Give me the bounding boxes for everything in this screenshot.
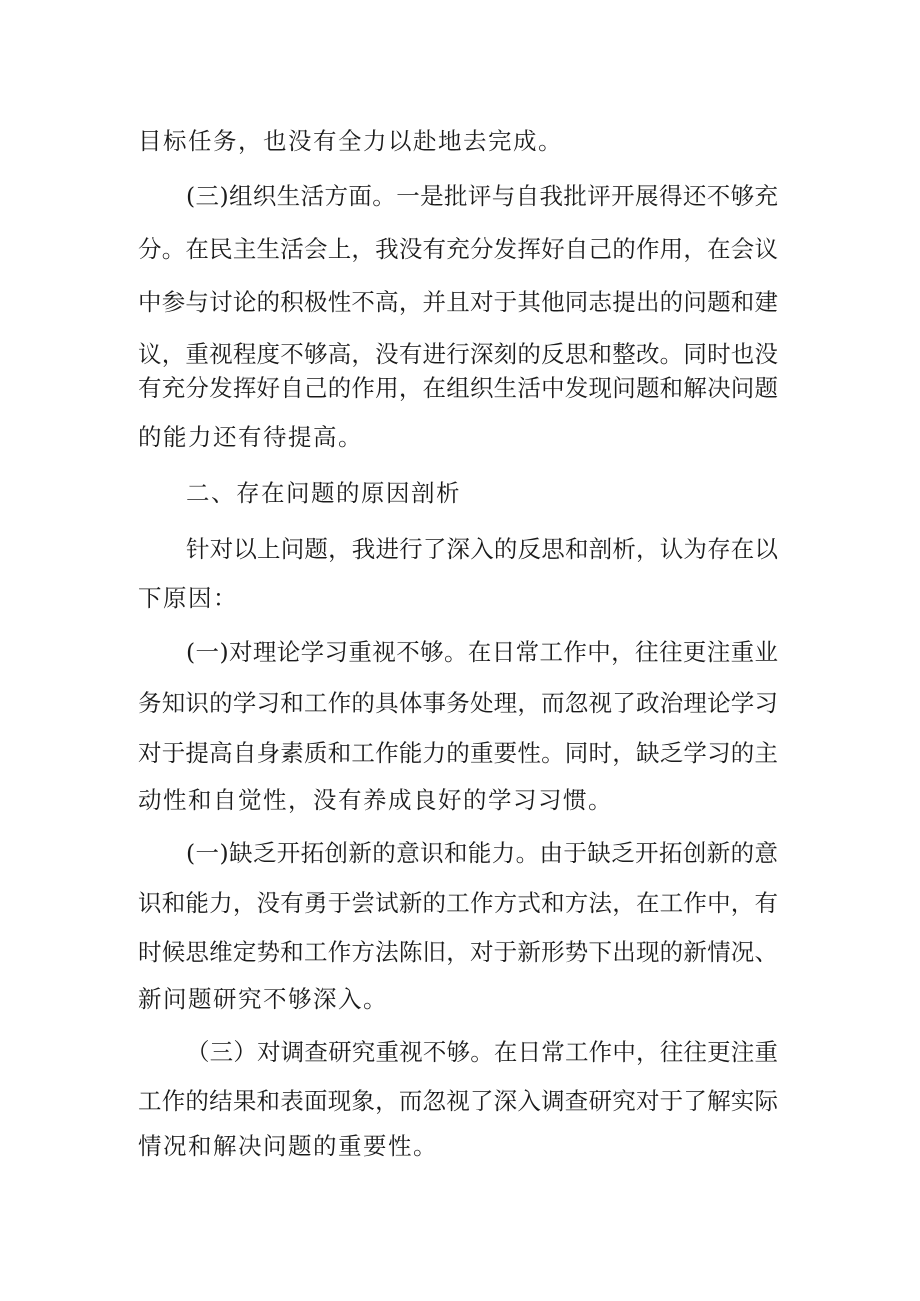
paragraph-line: (三)组织生活方面。一是批评与自我批评开展得还不够充 — [186, 182, 778, 210]
paragraph-line: (一)对理论学习重视不够。在日常工作中，往往更注重业 — [186, 638, 778, 666]
section-heading: 二、存在问题的原因剖析 — [186, 479, 461, 507]
paragraph-line: 务知识的学习和工作的具体事务处理，而忽视了政治理论学习 — [138, 689, 778, 717]
paragraph-line: 议，重视程度不够高，没有进行深刻的反思和整改。同时也没 — [138, 340, 778, 368]
paragraph-line: 对于提高自身素质和工作能力的重要性。同时，缺乏学习的主 — [138, 739, 778, 767]
paragraph-line: 下原因： — [138, 584, 238, 612]
paragraph-line: 动性和自觉性，没有养成良好的学习习惯。 — [138, 786, 613, 814]
paragraph-line: 情况和解决问题的重要性。 — [138, 1132, 438, 1160]
paragraph-line: 识和能力，没有勇于尝试新的工作方式和方法，在工作中，有 — [138, 889, 778, 917]
paragraph-line: 工作的结果和表面现象，而忽视了深入调查研究对于了解实际 — [138, 1087, 778, 1115]
paragraph-line: 目标任务，也没有全力以赴地去完成。 — [138, 127, 563, 155]
paragraph-line: 有充分发挥好自己的作用，在组织生活中发现问题和解决问题 — [138, 374, 778, 402]
paragraph-line: 中参与讨论的积极性不高，并且对于其他同志提出的问题和建 — [138, 288, 778, 316]
paragraph-line: 的能力还有待提高。 — [138, 423, 363, 451]
paragraph-line: (一)缺乏开拓创新的意识和能力。由于缺乏开拓创新的意 — [186, 839, 778, 867]
paragraph-line: 时候思维定势和工作方法陈旧，对于新形势下出现的新情况、 — [138, 938, 778, 966]
paragraph-line: 分。在民主生活会上，我没有充分发挥好自己的作用，在会议 — [138, 235, 778, 263]
paragraph-line: （三）对调查研究重视不够。在日常工作中，往往更注重 — [186, 1038, 778, 1066]
paragraph-line: 针对以上问题，我进行了深入的反思和剖析，认为存在以 — [186, 535, 778, 563]
paragraph-line: 新问题研究不够深入。 — [138, 985, 388, 1013]
